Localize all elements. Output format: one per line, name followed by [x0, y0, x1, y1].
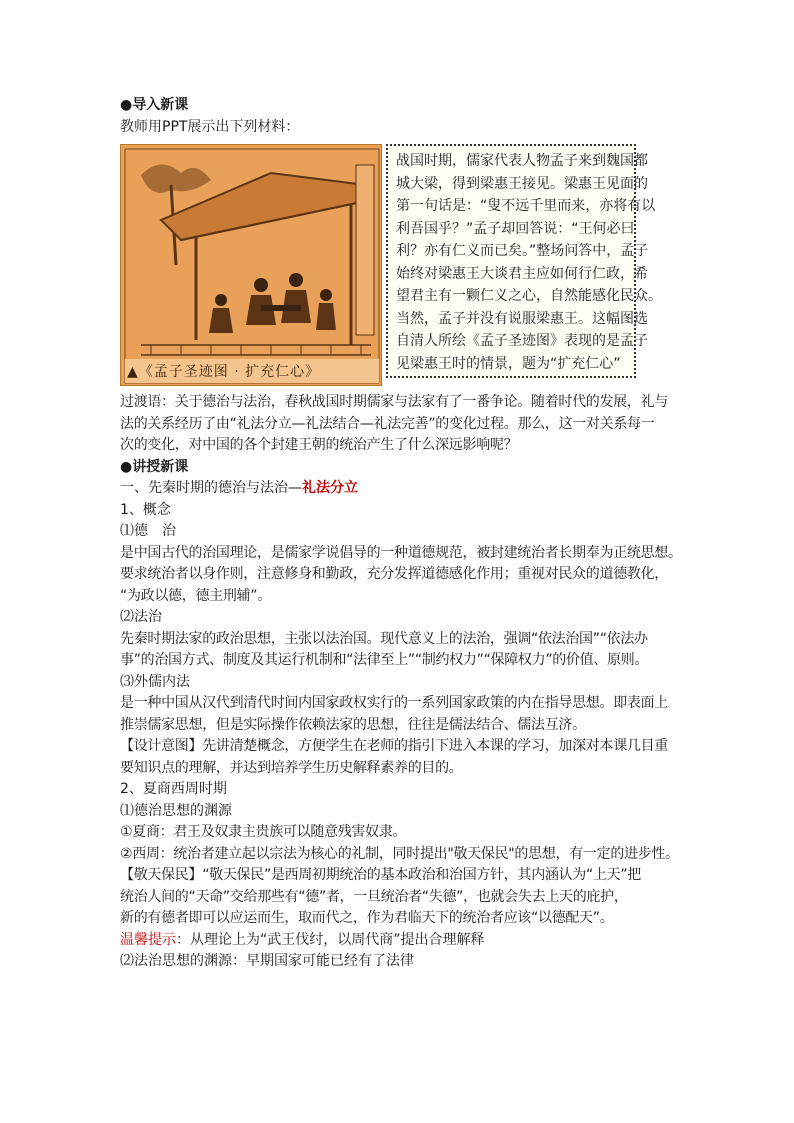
lecture-heading: ●讲授新课 — [120, 458, 189, 475]
illustration-drawing — [121, 145, 383, 387]
item1-title: ⑴德 治 — [120, 523, 176, 539]
tip-label: 温馨提示 — [120, 931, 176, 948]
design-intent-line: 要知识点的理解，并达到培养学生历史解释素养的目的。 — [120, 759, 463, 776]
quote-line: 战国时期，儒家代表人物孟子来到魏国都 — [396, 153, 648, 169]
illustration-caption: ▲《孟子圣迹图 · 扩充仁心》 — [127, 364, 321, 380]
quote-line: 利？亦有仁义而已矣。”整场问答中，孟子 — [396, 243, 649, 259]
sub1-heading: 1、概念 — [120, 501, 171, 518]
item1-line: “为政以德，德主刑辅”。 — [120, 587, 271, 604]
intro-ppt-line: 教师用PPT展示出下列材料： — [120, 118, 300, 135]
section1-prefix: 一、先秦时期的德治与法治— — [120, 480, 302, 496]
item2-line: 先秦时期法家的政治思想，主张以法治国。现代意义上的法治，强调“依法治国”“依法办 — [120, 630, 648, 647]
xia-shang-line: ①夏商：君王及奴隶主贵族可以随意残害奴隶。 — [120, 824, 407, 840]
quote-line: 自清人所绘《孟子圣迹图》表现的是孟子 — [396, 333, 648, 349]
item3-title: ⑶外儒内法 — [120, 673, 190, 690]
item4-title: ⑴德治思想的渊源 — [120, 802, 232, 819]
quote-line: 见梁惠王时的情景，题为“扩充仁心” — [396, 355, 621, 372]
quote-line: 第一句话是：“叟不远千里而来，亦将有以 — [396, 198, 656, 214]
jingtian-line: 统治人间的“天命”交给那些有“德”者，一旦统治者“失德”，也就会失去上天的庇护， — [120, 888, 628, 905]
item2-title: ⑵法治 — [120, 609, 162, 625]
item1-line: 是中国古代的治国理论，是儒家学说倡导的一种道德规范，被封建统治者长期奉为正统思想。 — [120, 544, 682, 561]
tip-line — [120, 930, 680, 952]
item3-line: 推崇儒家思想，但是实际操作依赖法家的思想，往往是儒法结合、儒法互济。 — [120, 716, 586, 733]
design-intent-line: 【设计意图】先讲清楚概念，方便学生在老师的指引下进入本课的学习，加深对本课几目重 — [120, 738, 668, 754]
quote-line: 望君主有一颗仁义之心，自然能感化民众。 — [396, 288, 662, 304]
quote-box — [386, 144, 662, 378]
document-page — [120, 95, 680, 973]
item1-line: 要求统治者以身作则，注意修身和勤政，充分发挥道德感化作用；重视对民众的道德教化， — [120, 566, 668, 582]
jingtian-line: 新的有德者即可以应运而生，取而代之，作为君临天下的统治者应该“以德配天”。 — [120, 910, 614, 926]
section1-heading — [120, 478, 680, 500]
figure-row — [120, 144, 680, 388]
quote-line: 始终对梁惠王大谈君主应如何行仁政，希 — [396, 265, 648, 282]
item3-line: 是一种中国从汉代到清代时间内国家政权实行的一系列国家政策的内在指导思想。即表面上 — [120, 695, 668, 711]
mencius-illustration — [120, 144, 382, 386]
quote-line: 当然，孟子并没有说服梁惠王。这幅图选 — [396, 310, 648, 327]
transition-line: 过渡语：关于德治与法治，春秋战国时期儒家与法家有了一番争论。随着时代的发展，礼与 — [120, 394, 668, 410]
item5-line: ⑵法治思想的渊源：早期国家可能已经有了法律 — [120, 953, 414, 969]
tip-text: ：从理论上为“武王伐纣，以周代商”提出合理解释 — [176, 931, 485, 948]
item2-line: 事”的治国方式、制度及其运行机制和“法律至上”“制约权力”“保障权力”的价值、原则。 — [120, 652, 649, 668]
section1-highlight: 礼法分立 — [302, 480, 358, 496]
xizhou-line: ②西周：统治者建立起以宗法为核心的礼制，同时提出"敬天保民"的思想，有一定的进步性。 — [120, 845, 679, 862]
transition-line: 次的变化，对中国的各个封建王朝的统治产生了什么深远影响呢？ — [120, 437, 518, 453]
quote-line: 城大梁，得到梁惠王接见。梁惠王见面的 — [396, 175, 648, 192]
quote-line: 利吾国乎？”孟子却回答说：“王何必曰 — [396, 220, 635, 237]
sub2-heading: 2、夏商西周时期 — [120, 781, 227, 797]
transition-line: 法的关系经历了由“礼法分立—礼法结合—礼法完善”的变化过程。那么，这一对关系每一 — [120, 415, 655, 432]
jingtian-line: 【敬天保民】“敬天保民”是西周初期统治的基本政治和治国方针，其内涵认为“上天”把 — [120, 867, 642, 883]
intro-heading: ●导入新课 — [120, 97, 189, 113]
